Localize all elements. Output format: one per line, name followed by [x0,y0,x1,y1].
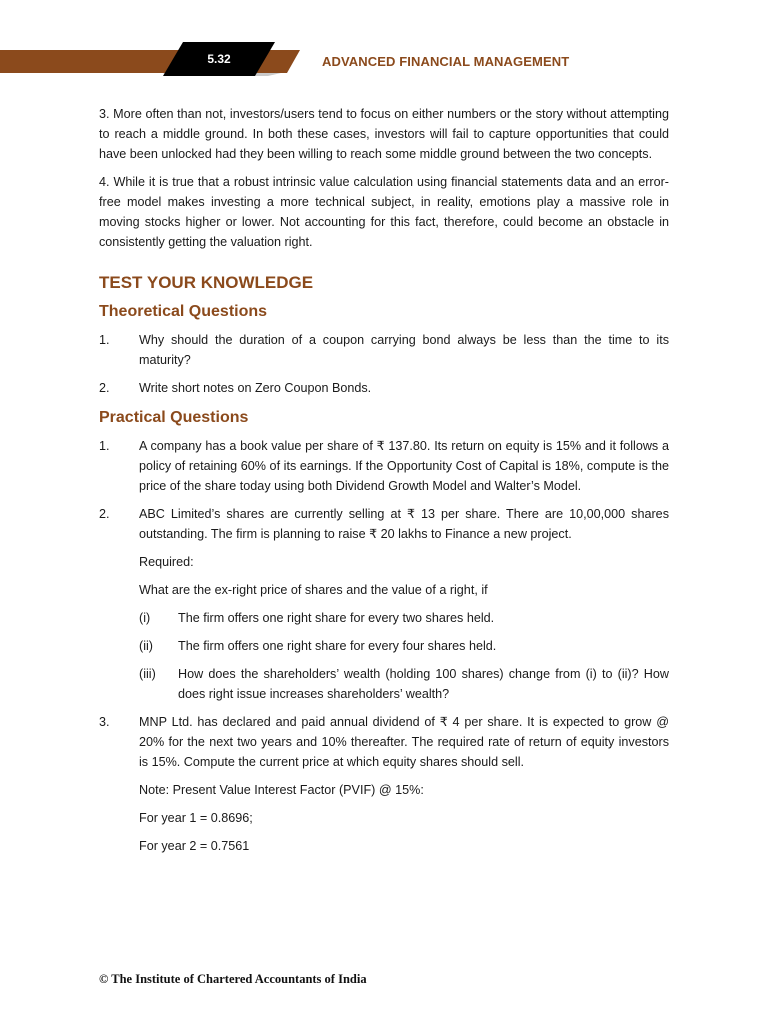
sub-question-number: (ii) [139,639,153,653]
required-label: Required: [139,555,194,569]
sub-question-ii [139,636,669,656]
question-text: ABC Limited’s shares are currently selling at ₹ 13 per share. There are 10,00,000 shares outstanding. The firm is planning to raise ₹ 20 lakhs to Finance a new project. [139,507,669,541]
question-prompt: What are the ex-right price of shares and the value of a right, if [139,583,488,597]
sub-question-i [139,608,669,628]
sub-question-number: (i) [139,611,151,625]
question-text: MNP Ltd. has declared and paid annual dividend of ₹ 4 per share. It is expected to grow @ 20% for the next two years and 10% thereafter. The required rate of return of equity investors is 15%. Compute the current price at which equity shares should sell. [139,715,669,769]
practical-questions-heading: Practical Questions [99,409,249,426]
theoretical-question-2 [99,378,669,398]
practical-question-2 [99,504,669,704]
question-text: A company has a book value per share of ₹ 137.80. Its return on equity is 15% and it follows a policy of retaining 60% of its earnings. If the Opportunity Cost of Capital is 18%, compute is the price of the share today using both Dividend Growth Model and Walter’s Model. [139,439,669,493]
practical-question-1 [99,436,669,496]
intro-paragraph-4: 4. While it is true that a robust intrinsic value calculation using financial statements data and an error-free model makes investing a more technical subject, in reality, emotions play a massive role in moving stocks higher or lower. Not accounting for this fact, therefore, could become an obstacle in consistently getting the valuation right. [99,175,669,249]
page-header [0,40,768,80]
theoretical-questions-heading: Theoretical Questions [99,303,268,320]
sub-question-number: (iii) [139,667,156,681]
question-text: Why should the duration of a coupon carrying bond always be less than the time to its maturity? [139,333,669,367]
page-content [99,104,669,864]
question-number: 2. [99,507,110,521]
pvif-note: Note: Present Value Interest Factor (PVIF) @ 15%: [139,783,424,797]
question-number: 2. [99,381,110,395]
pvif-year-1: For year 1 = 0.8696; [139,811,253,825]
practical-question-3 [99,712,669,856]
intro-paragraph-3: 3. More often than not, investors/users tend to focus on either numbers or the story without attempting to reach a middle ground. In both these cases, investors will fail to capture opportunities that could have been unlocked had they been willing to reach some middle ground between the two concepts. [99,107,669,161]
question-number: 1. [99,439,110,453]
theoretical-question-1 [99,330,669,370]
page-number: 5.32 [207,52,231,66]
sub-question-text: The firm offers one right share for every four shares held. [178,639,497,653]
sub-question-iii [139,664,669,704]
running-title: ADVANCED FINANCIAL MANAGEMENT [322,54,570,69]
question-number: 1. [99,333,110,347]
page-footer: © The Institute of Chartered Accountants of India [99,972,367,986]
sub-question-text: The firm offers one right share for every two shares held. [178,611,495,625]
sub-question-text: How does the shareholders’ wealth (holding 100 shares) change from (i) to (ii)? How does right issue increases shareholders’ wealth? [178,667,669,701]
section-title: TEST YOUR KNOWLEDGE [99,273,314,292]
question-text: Write short notes on Zero Coupon Bonds. [139,381,372,395]
question-number: 3. [99,715,110,729]
pvif-year-2: For year 2 = 0.7561 [139,839,250,853]
